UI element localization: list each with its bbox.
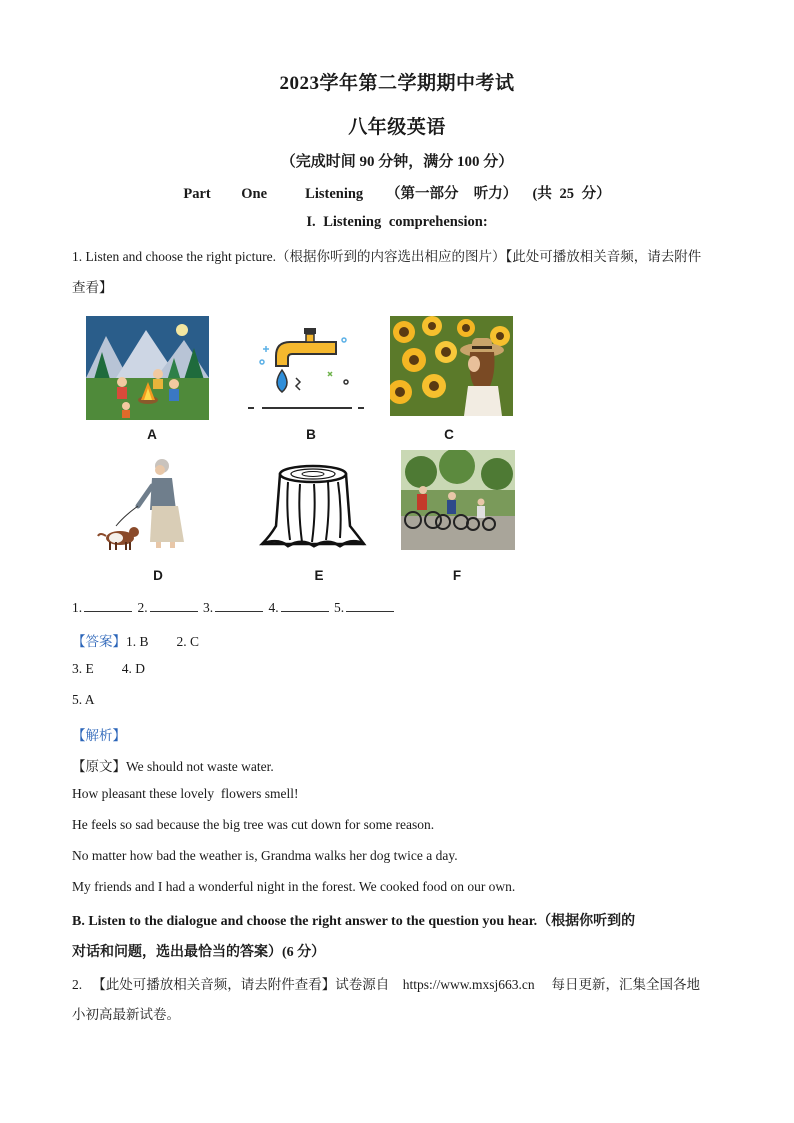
blank-label-2: 2. (137, 600, 148, 615)
script-line-4: No matter how bad the weather is, Grandma walks her dog twice a day. (72, 848, 458, 863)
campfire-forest-icon (86, 316, 209, 420)
q2-line-1: 2. 【此处可播放相关音频，请去附件查看】试卷源自 https://www.mxsj663.cn 每日更新，汇集全国各地 (72, 977, 700, 992)
original-tag: 【原文】 (72, 759, 126, 774)
answer-2: 2. C (176, 634, 200, 649)
blank-label-4: 4. (268, 600, 279, 615)
girl-sunflowers-icon (390, 316, 513, 416)
picture-label-b: B (306, 427, 316, 442)
blank-label-5: 5. (334, 600, 345, 615)
script-line-3: He feels so sad because the big tree was cut down for some reason. (72, 817, 435, 832)
picture-b (246, 322, 368, 414)
answer-blanks (72, 599, 396, 616)
subject-title: 八年级英语 (348, 117, 446, 138)
picture-e (258, 460, 368, 550)
grandma-walking-dog-icon (94, 456, 194, 552)
picture-f (401, 450, 515, 550)
script-line-1 (72, 755, 274, 775)
picture-label-e: E (314, 568, 324, 583)
answer-line-1 (72, 630, 199, 650)
picture-label-d: D (153, 568, 163, 583)
script-line-2: How pleasant these lovely flowers smell! (72, 786, 299, 801)
picture-label-c: C (444, 427, 454, 442)
answer-1: 1. B (126, 634, 149, 649)
blank-label-3: 3. (203, 600, 214, 615)
q2-line-2: 小初高最新试卷。 (72, 1007, 180, 1022)
script-text-1: We should not waste water. (126, 759, 274, 774)
dripping-faucet-icon (246, 322, 368, 414)
picture-label-a: A (147, 427, 157, 442)
picture-c (390, 316, 513, 416)
answer-blank-1[interactable] (84, 599, 132, 612)
script-line-5: My friends and I had a wonderful night in the forest. We cooked food on our own. (72, 879, 516, 894)
answer-4: 4. D (121, 661, 145, 676)
analysis-tag: 【解析】 (72, 728, 126, 743)
answer-line-2 (72, 661, 145, 677)
section-i-heading: I. Listening comprehension: (306, 214, 488, 230)
q1-instruction-cont: 查看】 (72, 280, 113, 295)
picture-label-f: F (452, 568, 462, 583)
family-cycling-icon (401, 450, 515, 550)
section-b-heading: B. Listen to the dialogue and choose the right answer to the question you hear.（根据你听到的 (72, 914, 636, 929)
part-one-heading: Part One Listening （第一部分 听力） (共 25 分） (183, 186, 611, 202)
q1-instruction: 1. Listen and choose the right picture.（根据你听到的内容选出相应的图片）【此处可播放相关音频，请去附件 (72, 249, 702, 264)
answer-blank-5[interactable] (346, 599, 394, 612)
answer-5: 5. A (72, 692, 95, 707)
answer-tag: 【答案】 (72, 634, 126, 649)
answer-3: 3. E (72, 661, 94, 676)
answer-blank-3[interactable] (215, 599, 263, 612)
picture-a (86, 316, 209, 420)
exam-title: 2023学年第二学期期中考试 (279, 73, 515, 94)
blank-label-1: 1. (72, 600, 83, 615)
tree-stump-icon (258, 460, 368, 550)
picture-d (94, 456, 194, 552)
section-b-heading-cont: 对话和问题，选出最恰当的答案）(6 分） (72, 945, 326, 960)
answer-blank-4[interactable] (281, 599, 329, 612)
time-info: （完成时间 90 分钟，满分 100 分） (280, 154, 514, 170)
answer-blank-2[interactable] (150, 599, 198, 612)
